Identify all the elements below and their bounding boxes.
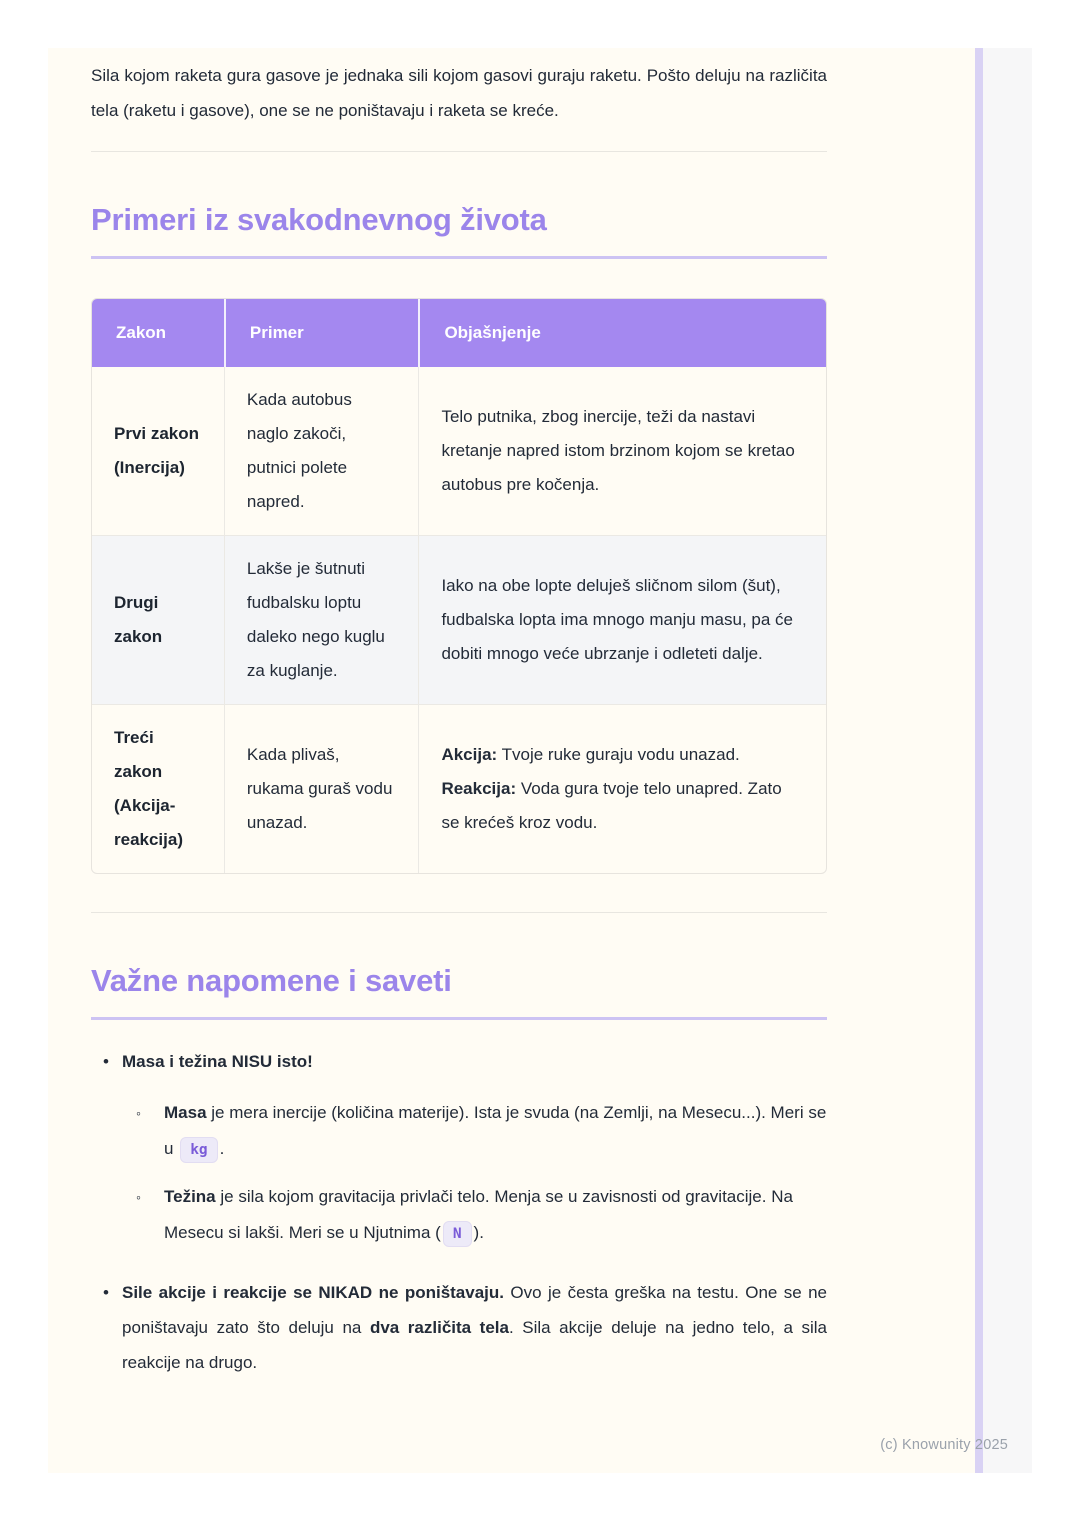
intro-paragraph: Sila kojom raketa gura gasove je jednaka sili kojom gasovi guraju raketu. Pošto deluju na različita tela (raketu i gasove), one se ne poništavaju i raketa se kreće. — [91, 66, 827, 120]
cell-explanation-third — [418, 704, 826, 873]
masa-after: . — [219, 1139, 225, 1158]
copyright-watermark: (c) Knowunity 2025 — [880, 1437, 1008, 1453]
list-subitem — [134, 1179, 827, 1251]
section-title-examples: Primeri iz svakodnevnog života — [91, 200, 827, 259]
masa-term: Masa — [164, 1103, 207, 1122]
cell-law-third: Treći zakon (Akcija-reakcija) — [92, 704, 224, 873]
cell-primer-third: Kada plivaš, rukama guraš vodu unazad. — [224, 704, 419, 873]
tezina-text: je sila kojom gravitacija privlači telo. Menja se u zavisnosti od gravitacije. Na Mesecu si lakši. Meri se u Njutnima ( — [164, 1187, 793, 1242]
section-divider — [91, 151, 827, 152]
bullet-circle-icon: ◦ — [136, 1105, 141, 1121]
table-header-zakon: Zakon — [92, 299, 224, 367]
scrollbar-track[interactable] — [983, 48, 1032, 1473]
forces-note-bold2: dva različita tela — [369, 1318, 509, 1337]
unit-newton-code: N — [443, 1221, 472, 1247]
forces-note-text1: Ovo je česta greška na testu. One se ne poništavaju zato što deluju na — [122, 1283, 828, 1337]
reakcija-label: Reakcija: — [441, 779, 517, 798]
cell-explanation-second: Iako na obe lopte deluješ sličnom silom (šut), fudbalska lopta ima mnogo manju masu, pa će dobiti mnogo veće ubrzanje i odleteti dalje. — [418, 535, 826, 704]
table-header-objasnjenje: Objašnjenje — [418, 299, 826, 367]
cell-explanation-first: Telo putnika, zbog inercije, teži da nastavi kretanje napred istom brzinom kojom se kretao autobus pre kočenja. — [418, 367, 826, 535]
unit-kg-code: kg — [180, 1137, 217, 1163]
table-row — [92, 704, 826, 873]
list-item — [91, 1275, 827, 1380]
forces-note-title: Sile akcije i reakcije se NIKAD ne poništavaju. — [122, 1283, 505, 1302]
note-page-card — [48, 48, 975, 1473]
table-row — [92, 535, 826, 704]
tezina-term: Težina — [164, 1187, 216, 1206]
cell-law-first: Prvi zakon (Inercija) — [114, 424, 200, 477]
cell-primer-first: Kada autobus naglo zakoči, putnici polete napred. — [224, 367, 419, 535]
list-item — [91, 1044, 827, 1079]
note-mass-weight-title: Masa i težina NISU isto! — [122, 1052, 313, 1071]
section-divider — [91, 912, 827, 913]
bullet-disc-icon: • — [103, 1052, 109, 1071]
forces-note-text2: . Sila akcije deluje na jedno telo, a sila reakcije na drugo. — [122, 1318, 828, 1372]
examples-table — [91, 298, 827, 874]
akcija-label: Akcija: — [441, 745, 498, 764]
table-header-primer: Primer — [224, 299, 419, 367]
table-header-row — [92, 299, 826, 367]
cell-law-second: Drugi zakon — [92, 535, 224, 704]
notes-list — [91, 1044, 827, 1380]
bullet-disc-icon: • — [103, 1283, 109, 1302]
bullet-circle-icon: ◦ — [136, 1189, 141, 1205]
list-subitem — [134, 1095, 827, 1167]
cell-primer-second: Lakše je šutnuti fudbalsku loptu daleko nego kuglu za kuglanje. — [224, 535, 419, 704]
scrollbar-thumb[interactable] — [975, 48, 983, 1473]
akcija-text: Tvoje ruke guraju vodu unazad. — [497, 745, 740, 764]
reakcija-text: Voda gura tvoje telo unapred. Zato se krećeš kroz vodu. — [441, 779, 782, 832]
tezina-after: ). — [473, 1223, 484, 1242]
masa-text: je mera inercije (količina materije). Ista je svuda (na Zemlji, na Mesecu...). Meri se u — [164, 1103, 827, 1158]
table-row — [92, 367, 826, 535]
section-title-notes: Važne napomene i saveti — [91, 961, 827, 1020]
